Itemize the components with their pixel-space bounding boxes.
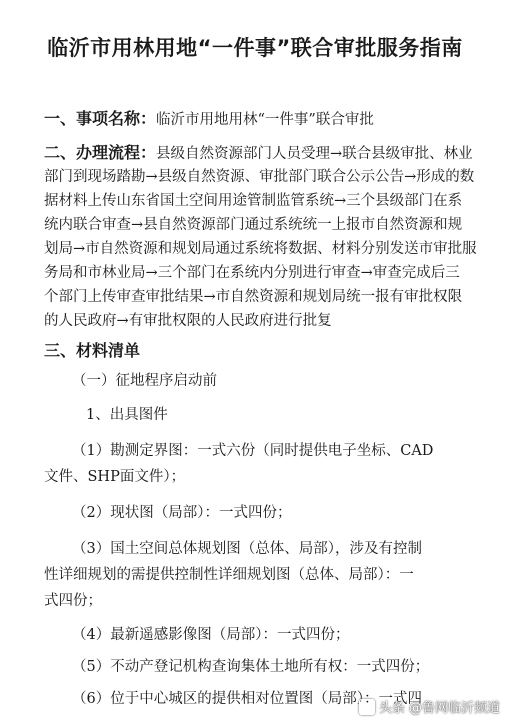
material-item: 文件、SHP面文件）； [44,469,186,485]
process-line: 据材料上传山东省国土空间用途管制监管系统→三个县级部门在系 [44,193,463,209]
document-title: 临沂市用林用地“一件事”联合审批服务指南 [47,36,463,60]
process-line: 部门到现场踏勘→县级自然资源、审批部门联合公示公告→形成的数 [44,169,475,185]
process-line: 务局和市林业局→三个部门在系统内分别进行审查→审查完成后三 [44,265,460,281]
process-line: 县级自然资源部门人员受理→联合县级审批、林业 [156,146,473,162]
material-item: （5）不动产登记机构查询集体土地所有权：一式四份； [72,659,430,675]
material-item: 性详细规划的需提供控制性详细规划图（总体、局部）：一 [44,567,414,583]
watermark [359,697,500,716]
item-name-row [44,108,484,131]
process-line: 个部门上传审查审批结果→市自然资源和规划局统一报有审批权限 [44,289,463,305]
material-item: 式四份； [44,593,102,609]
materials-subheading: （一）征地程序启动前 [72,373,217,389]
process-line: 划局→市自然资源和规划局通过系统将数据、材料分别发送市审批服 [44,241,477,257]
material-item: （3）国土空间总体规划图（总体、局部），涉及有控制 [72,541,422,557]
process-line: 统内联合审查→县自然资源部门通过系统统一上报市自然资源和规 [44,217,463,233]
material-item: （6）位于中心城区的提供相对位置图（局部）：一式四 [72,691,422,707]
material-item: （2）现状图（局部）：一式四份； [72,505,292,521]
app-logo-icon [359,699,375,715]
process-line: 的人民政府→有审批权限的人民政府进行批复 [44,313,332,329]
item-name-value: 临沂市用地用林“一件事”联合审批 [156,112,374,128]
process-label: 二、办理流程： [44,143,157,162]
watermark-text: 头条 @鲁网临沂频道 [378,701,500,716]
materials-subheading: 1、出具图件 [86,407,168,423]
item-name-label: 一、事项名称： [44,109,157,128]
material-item: （1）勘测定界图：一式六份（同时提供电子坐标、CAD [72,443,434,459]
materials-heading: 三、材料清单 [44,341,141,360]
material-item: （4）最新遥感影像图（局部）：一式四份； [72,627,350,643]
process-row [44,142,484,165]
